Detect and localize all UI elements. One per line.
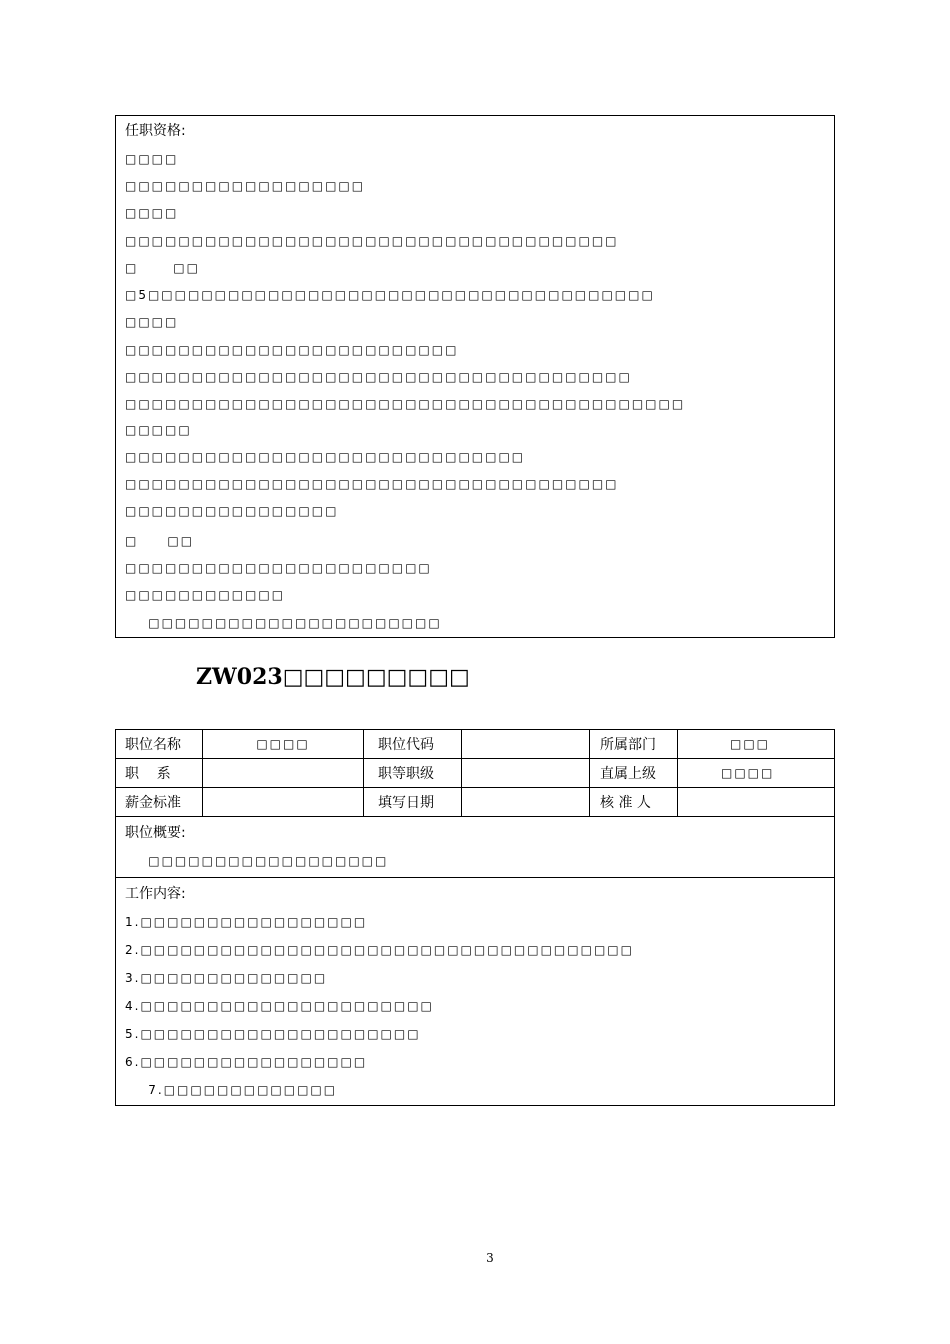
form-row bbox=[116, 759, 834, 788]
duty-item: 2.□□□□□□□□□□□□□□□□□□□□□□□□□□□□□□□□□□□□□ bbox=[125, 943, 634, 957]
qualification-line: □□□□□□□□□□□□□□□□□□□□□□ bbox=[125, 616, 442, 630]
duty-item: 4.□□□□□□□□□□□□□□□□□□□□□□ bbox=[125, 999, 434, 1013]
work-content-section bbox=[116, 878, 834, 1106]
qualification-line: □□□□ bbox=[125, 152, 179, 166]
salary-standard-value bbox=[203, 788, 364, 816]
work-content-heading: 工作内容: bbox=[125, 886, 186, 902]
grade-level-value bbox=[462, 759, 590, 787]
form-row bbox=[116, 788, 834, 817]
page-number: 3 bbox=[486, 1251, 494, 1265]
duty-item: 6.□□□□□□□□□□□□□□□□□ bbox=[125, 1055, 368, 1069]
job-description-form bbox=[115, 729, 835, 1106]
qualification-line: □5□□□□□□□□□□□□□□□□□□□□□□□□□□□□□□□□□□□□□□ bbox=[125, 288, 655, 302]
qualification-line: □□□□ bbox=[125, 206, 179, 220]
qualifications-heading: 任职资格: bbox=[125, 123, 186, 139]
qualification-line: □□□□□ bbox=[125, 423, 192, 437]
qualification-line: □□□□□□□□□□□□□□□□□□ bbox=[125, 179, 366, 193]
qualification-line: □□□□□□□□□□□□□□□□□□□□□□□ bbox=[125, 561, 432, 575]
qualification-line: □□□□□□□□□□□□□□□□□□□□□□□□□□□□□□ bbox=[125, 450, 526, 464]
qualification-line: □□□□□□□□□□□□□□□□□□□□□□□□□□□□□□□□□□□□□ bbox=[125, 477, 619, 491]
qualification-line: □□□□□□□□□□□□□□□□ bbox=[125, 504, 339, 518]
job-family-value bbox=[203, 759, 364, 787]
fill-date-value bbox=[462, 788, 590, 816]
position-summary-heading: 职位概要: bbox=[125, 825, 186, 841]
department-label: 所属部门 bbox=[590, 730, 678, 758]
form-title: ZW023□□□□□□□□□ bbox=[196, 664, 470, 690]
qualification-line: □□□□□□□□□□□□□□□□□□□□□□□□□ bbox=[125, 343, 459, 357]
position-name-label: 职位名称 bbox=[116, 730, 203, 758]
grade-level-label: 职等职级 bbox=[364, 759, 462, 787]
qualification-line: □□□□□□□□□□□□□□□□□□□□□□□□□□□□□□□□□□□□□□□□□□ bbox=[125, 397, 686, 411]
position-code-label: 职位代码 bbox=[364, 730, 462, 758]
direct-supervisor-label: 直属上级 bbox=[590, 759, 678, 787]
qualification-line: □□□□□□□□□□□□ bbox=[125, 588, 286, 602]
qualification-line: □□□□□□□□□□□□□□□□□□□□□□□□□□□□□□□□□□□□□□ bbox=[125, 370, 632, 384]
approver-label: 核 准 人 bbox=[590, 788, 678, 816]
duty-item: 7.□□□□□□□□□□□□□ bbox=[125, 1083, 338, 1097]
qualification-line: □□□□□□□□□□□□□□□□□□□□□□□□□□□□□□□□□□□□□ bbox=[125, 234, 619, 248]
position-summary-section bbox=[116, 817, 834, 878]
duty-item: 3.□□□□□□□□□□□□□□ bbox=[125, 971, 328, 985]
form-row bbox=[116, 730, 834, 759]
fill-date-label: 填写日期 bbox=[364, 788, 462, 816]
position-name-value: □□□□ bbox=[203, 730, 364, 758]
qualification-line: □□□□ bbox=[125, 315, 179, 329]
duty-item: 1.□□□□□□□□□□□□□□□□□ bbox=[125, 915, 368, 929]
position-code-value bbox=[462, 730, 590, 758]
duty-item: 5.□□□□□□□□□□□□□□□□□□□□□ bbox=[125, 1027, 421, 1041]
job-family-label: 职 系 bbox=[116, 759, 203, 787]
approver-value bbox=[678, 788, 834, 816]
position-summary-text: □□□□□□□□□□□□□□□□□□ bbox=[125, 854, 389, 868]
salary-standard-label: 薪金标准 bbox=[116, 788, 203, 816]
department-value: □□□ bbox=[730, 737, 771, 751]
direct-supervisor-value: □□□□ bbox=[721, 766, 775, 780]
qualification-line: □ □□ bbox=[125, 534, 195, 548]
qualifications-box bbox=[115, 115, 835, 638]
qualification-line: □ □□ bbox=[125, 261, 200, 275]
